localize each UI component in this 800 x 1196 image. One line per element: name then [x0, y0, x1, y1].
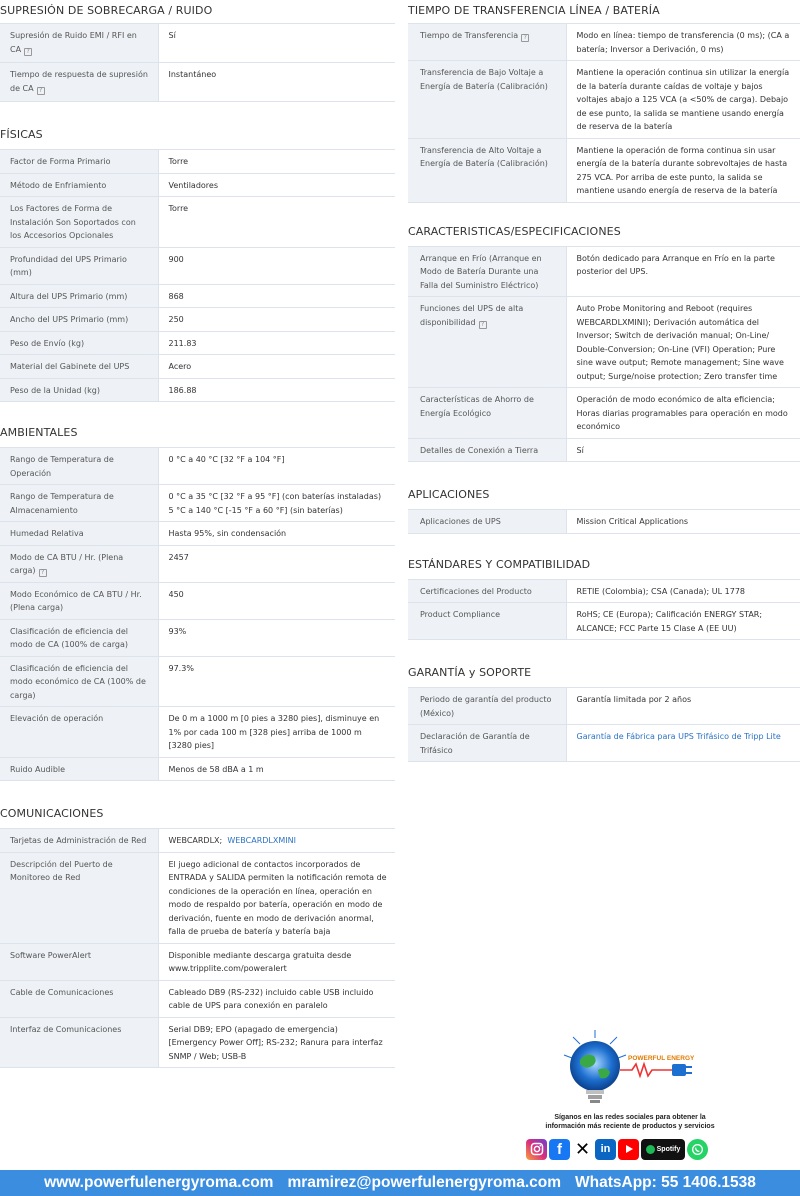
spec-value: WEBCARDLX; — [168, 836, 223, 845]
spec-key: Periodo de garantía del producto (México) — [408, 688, 566, 725]
whatsapp-icon[interactable] — [687, 1139, 708, 1160]
spec-key: Modo Económico de CA BTU / Hr. (Plena carga) — [0, 582, 158, 619]
youtube-icon[interactable] — [618, 1139, 639, 1160]
table-row — [0, 378, 395, 402]
spec-key: Ancho del UPS Primario (mm) — [0, 308, 158, 332]
spec-key: Características de Ahorro de Energía Ecológico — [408, 388, 566, 439]
spec-key: Profundidad del UPS Primario (mm) — [0, 247, 158, 284]
help-icon[interactable]: ? — [24, 48, 32, 56]
spec-key: Peso de la Unidad (kg) — [0, 378, 158, 402]
spec-table-applications — [408, 509, 800, 534]
instagram-icon[interactable] — [526, 1139, 547, 1160]
social-text-line-1: Síganos en las redes sociales para obtener la — [554, 1114, 706, 1121]
spec-key: Ruido Audible — [0, 757, 158, 781]
table-row — [408, 603, 800, 640]
spec-key: Interfaz de Comunicaciones — [0, 1017, 158, 1068]
spec-value: 868 — [158, 284, 395, 308]
table-row — [0, 173, 395, 197]
footer-contact-bar — [0, 1170, 800, 1196]
spec-value: Disponible mediante descarga gratuita desde www.tripplite.com/poweralert — [158, 943, 395, 980]
email-link[interactable]: mramirez@powerfulenergyroma.com — [287, 1174, 561, 1191]
table-row — [0, 656, 395, 707]
spec-value: 0 °C a 40 °C [32 °F a 104 °F] — [158, 448, 395, 485]
spec-key: Tiempo de Transferencia — [420, 31, 519, 40]
table-row — [0, 63, 395, 102]
spec-value: Auto Probe Monitoring and Reboot (requires WEBCARDLXMINI); Derivación automática del Inversor; Switch de derivación manual; On-Line/ Double-Conversion; On-Line (VFI) Operation; Pure sine wave output; Remote management; Sine wave output; Surge/noise protection; Zero transfer time — [566, 297, 800, 388]
spec-key: Transferencia de Alto Voltaje a Energía de Batería (Calibración) — [408, 138, 566, 202]
spec-value: Garantía limitada por 2 años — [566, 688, 800, 725]
spec-key: Aplicaciones de UPS — [408, 510, 566, 534]
table-row — [0, 331, 395, 355]
spec-key: Supresión de Ruido EMI / RFI en CA — [10, 31, 137, 54]
spec-key: Altura del UPS Primario (mm) — [0, 284, 158, 308]
section-title-physical: FÍSICAS — [0, 128, 43, 141]
table-row — [0, 980, 395, 1017]
table-row — [0, 522, 395, 546]
spec-value: Serial DB9; EPO (apagado de emergencia) [Emergency Power Off]; RS-232; Ranura para interfaz SNMP / Web; USB-B — [158, 1017, 395, 1068]
spec-value: Sí — [566, 438, 800, 462]
warranty-link[interactable]: Garantía de Fábrica para UPS Trifásico de Tripp Lite — [576, 732, 781, 741]
spec-key: Funciones del UPS de alta disponibilidad — [420, 304, 524, 327]
spec-value: 250 — [158, 308, 395, 332]
logo-text: POWERFUL ENERGY — [628, 1055, 695, 1062]
table-row — [0, 829, 395, 853]
help-icon[interactable]: ? — [521, 34, 529, 42]
spec-key: Factor de Forma Primario — [0, 150, 158, 174]
spec-value: 93% — [158, 619, 395, 656]
table-row — [408, 138, 800, 202]
right-column — [408, 0, 800, 762]
section-title-standards: ESTÁNDARES Y COMPATIBILIDAD — [408, 557, 591, 571]
table-row — [408, 24, 800, 61]
table-row — [408, 297, 800, 388]
website-link[interactable]: www.powerfulenergyroma.com — [44, 1174, 274, 1191]
spec-table-physical — [0, 149, 395, 402]
spec-value: Sí — [158, 24, 395, 63]
table-row — [0, 485, 395, 522]
table-row — [408, 725, 800, 762]
table-row — [0, 757, 395, 781]
spec-value: Mantiene la operación de forma continua sin usar energía de la batería durante sobrevoltajes de hasta 275 VCA. Por arriba de este punto, la salida se mantiene usando energía de reserva de la batería — [566, 138, 800, 202]
whatsapp-number[interactable]: WhatsApp: 55 1406.1538 — [575, 1174, 756, 1191]
section-title-features: CARACTERISTICAS/ESPECIFICACIONES — [408, 224, 621, 238]
spec-key: Tarjetas de Administración de Red — [0, 829, 158, 853]
help-icon[interactable]: ? — [479, 321, 487, 329]
table-row — [0, 150, 395, 174]
table-row — [0, 1017, 395, 1068]
spotify-label: Spotify — [656, 1145, 681, 1153]
powerful-energy-logo — [540, 1030, 710, 1115]
spec-key: Humedad Relativa — [0, 522, 158, 546]
table-row — [0, 197, 395, 248]
table-row — [0, 247, 395, 284]
spec-value: 2457 — [158, 545, 395, 582]
table-row — [0, 355, 395, 379]
spec-key: Rango de Temperatura de Operación — [0, 448, 158, 485]
spec-value: 186.88 — [158, 378, 395, 402]
spec-value: Mantiene la operación continua sin utilizar la energía de la batería durante caídas de voltaje y bajos voltajes abajo a 125 VCA (a <50% de carga). Debajo de ese punto, la salida se mantiene usando energía de reserva de la batería — [566, 61, 800, 139]
spec-value: Torre — [158, 197, 395, 248]
spec-table-features — [408, 246, 800, 463]
spec-value: Operación de modo económico de alta eficiencia; Horas diarias programables para operación en modo económico — [566, 388, 800, 439]
spec-value: Instantáneo — [158, 63, 395, 102]
spec-value: Torre — [158, 150, 395, 174]
spec-key: Material del Gabinete del UPS — [0, 355, 158, 379]
spec-key: Método de Enfriamiento — [0, 173, 158, 197]
spec-key: Elevación de operación — [0, 707, 158, 758]
social-icons — [526, 1138, 708, 1160]
spec-key: Certificaciones del Producto — [408, 579, 566, 603]
social-text-line-2: información más reciente de productos y servicios — [545, 1123, 715, 1130]
table-row — [408, 688, 800, 725]
spec-value: El juego adicional de contactos incorporados de ENTRADA y SALIDA permiten la notificación remota de condiciones de la operación en línea, operación en modo de respaldo por batería, operación en modo de derivación, fuente en modo de derivación anormal, falla de prueba de batería y batería baja — [158, 852, 395, 943]
table-row — [0, 943, 395, 980]
section-title-environmental: AMBIENTALES — [0, 426, 78, 439]
spec-key: Peso de Envío (kg) — [0, 331, 158, 355]
spec-value: 97.3% — [158, 656, 395, 707]
table-row — [408, 61, 800, 139]
section-title-applications: APLICACIONES — [408, 488, 490, 501]
spec-value: Cableado DB9 (RS-232) incluido cable USB incluido cable de UPS para conexión en paralelo — [158, 980, 395, 1017]
spec-key: Software PowerAlert — [0, 943, 158, 980]
spec-key: Cable de Comunicaciones — [0, 980, 158, 1017]
table-row — [0, 582, 395, 619]
spec-table-communications — [0, 828, 395, 1068]
spec-table-environmental — [0, 447, 395, 781]
spec-key: Los Factores de Forma de Instalación Son Soportados con los Accesorios Opcionales — [0, 197, 158, 248]
table-row — [408, 438, 800, 462]
spec-table-standards — [408, 579, 800, 641]
spec-key: Clasificación de eficiencia del modo de CA (100% de carga) — [0, 619, 158, 656]
webcardlxmini-link[interactable]: WEBCARDLXMINI — [227, 836, 296, 845]
logo-graphic — [540, 1030, 710, 1115]
spec-key: Detalles de Conexión a Tierra — [408, 438, 566, 462]
spec-value: 450 — [158, 582, 395, 619]
table-row — [0, 619, 395, 656]
table-row — [408, 388, 800, 439]
spec-value: RoHS; CE (Europa); Calificación ENERGY STAR; ALCANCE; FCC Parte 15 Clase A (EE UU) — [566, 603, 800, 640]
spec-value: 211.83 — [158, 331, 395, 355]
spec-value: Acero — [158, 355, 395, 379]
table-row — [0, 707, 395, 758]
spec-key: Tiempo de respuesta de supresión de CA — [10, 70, 148, 93]
spec-value: Botón dedicado para Arranque en Frío en la parte posterior del UPS. — [566, 246, 800, 297]
table-row — [0, 284, 395, 308]
section-title-communications: COMUNICACIONES — [0, 807, 104, 820]
table-row — [0, 24, 395, 63]
table-row — [408, 510, 800, 534]
spec-key: Descripción del Puerto de Monitoreo de Red — [0, 852, 158, 943]
table-row — [0, 308, 395, 332]
spec-key: Arranque en Frío (Arranque en Modo de Batería Durante una Falla del Suministro Eléctrico) — [408, 246, 566, 297]
social-text — [520, 1113, 740, 1131]
spec-key: Product Compliance — [408, 603, 566, 640]
spec-value: 0 °C a 35 °C [32 °F a 95 °F] (con baterías instaladas) 5 °C a 140 °C [-15 °F a 60 °F] (sin baterías) — [158, 485, 395, 522]
spec-table-transfer — [408, 23, 800, 203]
table-row — [0, 852, 395, 943]
spec-key: Declaración de Garantía de Trifásico — [408, 725, 566, 762]
spec-key: Modo de CA BTU / Hr. (Plena carga) — [10, 552, 124, 575]
help-icon[interactable]: ? — [37, 87, 45, 95]
spec-key: Clasificación de eficiencia del modo económico de CA (100% de carga) — [0, 656, 158, 707]
section-title-surge: SUPRESIÓN DE SOBRECARGA / RUIDO — [0, 4, 213, 17]
spec-value: RETIE (Colombia); CSA (Canada); UL 1778 — [566, 579, 800, 603]
section-title-warranty: GARANTÍA y SOPORTE — [408, 666, 532, 679]
spec-value: 900 — [158, 247, 395, 284]
spec-value: Mission Critical Applications — [566, 510, 800, 534]
spec-value: Hasta 95%, sin condensación — [158, 522, 395, 546]
spec-table-surge — [0, 23, 395, 102]
left-column — [0, 0, 395, 1068]
spec-key: Rango de Temperatura de Almacenamiento — [0, 485, 158, 522]
spotify-icon[interactable] — [641, 1139, 685, 1160]
help-icon[interactable]: ? — [39, 569, 47, 577]
table-row — [0, 448, 395, 485]
x-icon[interactable]: ✕ — [572, 1139, 593, 1160]
spec-table-warranty — [408, 687, 800, 762]
spec-value: Menos de 58 dBA a 1 m — [158, 757, 395, 781]
linkedin-icon[interactable]: in — [595, 1139, 616, 1160]
section-title-transfer: TIEMPO DE TRANSFERENCIA LÍNEA / BATERÍA — [408, 4, 660, 17]
spec-key: Transferencia de Bajo Voltaje a Energía de Batería (Calibración) — [408, 61, 566, 139]
spec-value: Ventiladores — [158, 173, 395, 197]
facebook-icon[interactable]: f — [549, 1139, 570, 1160]
spec-value: De 0 m a 1000 m [0 pies a 3280 pies], disminuye en 1% por cada 100 m [328 pies] arriba de 1000 m [3280 pies] — [158, 707, 395, 758]
table-row — [408, 246, 800, 297]
table-row — [0, 545, 395, 582]
table-row — [408, 579, 800, 603]
spec-value: Modo en línea: tiempo de transferencia (0 ms); (CA a batería; Inversor a Derivación, 0 ms) — [566, 24, 800, 61]
